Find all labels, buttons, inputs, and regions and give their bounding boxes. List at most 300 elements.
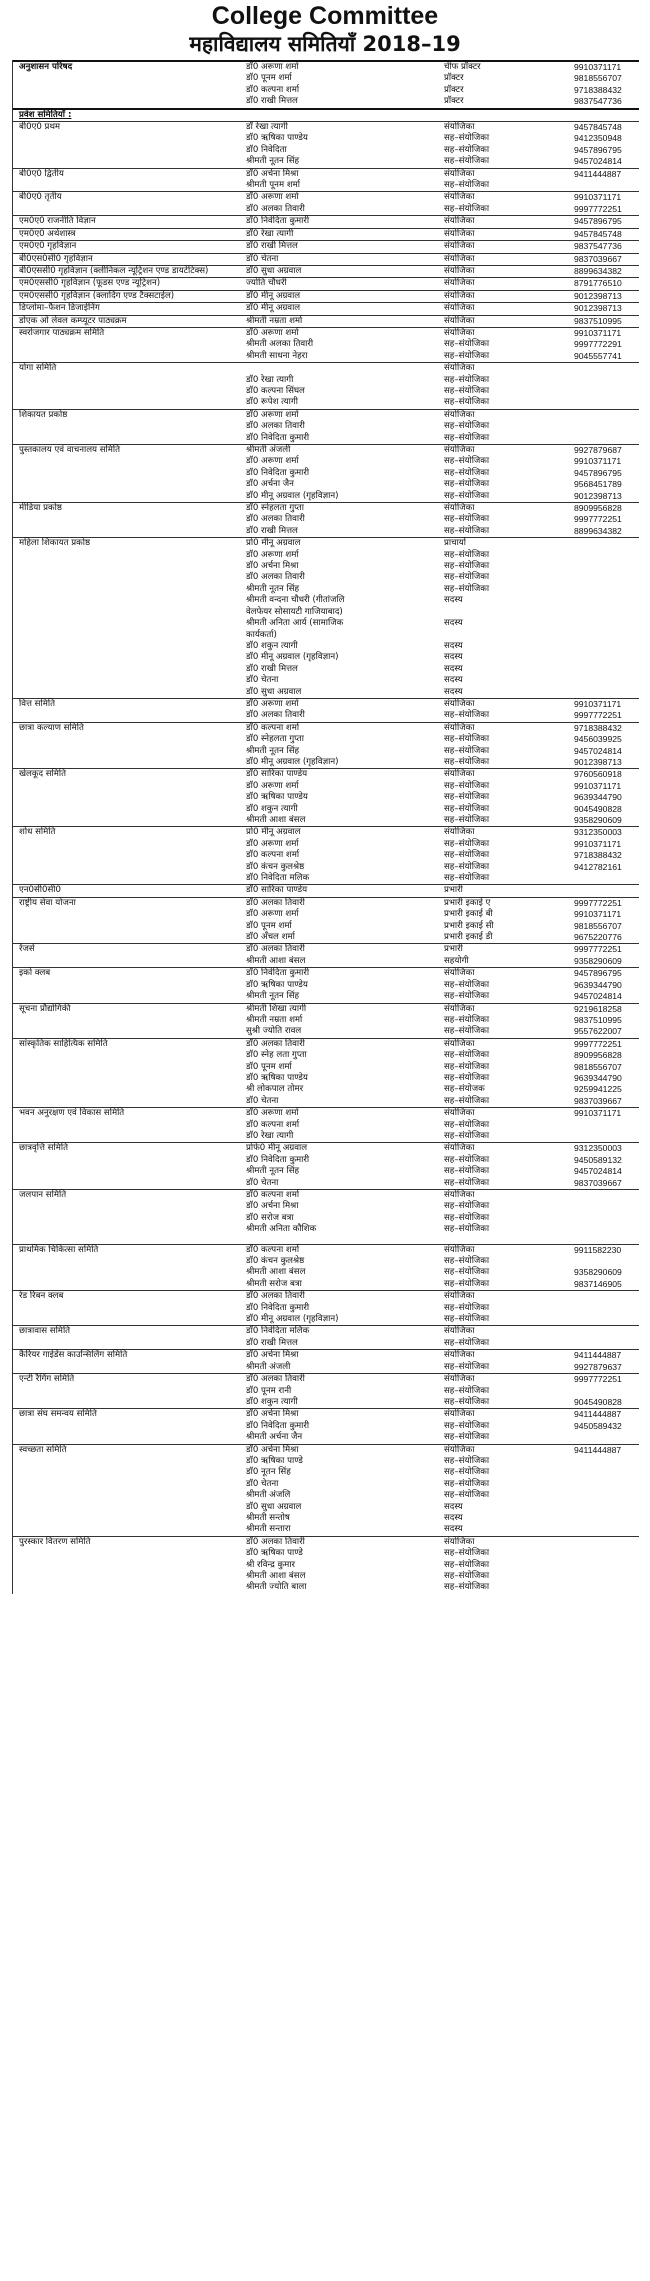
committee-name-blank [13,479,246,490]
committee-name-blank [13,386,246,397]
committee-row [13,1421,639,1432]
committee-name: जलपान समिति [19,1190,67,1200]
member-phone [574,561,638,572]
committee-row [13,584,639,595]
member-phone [574,687,638,698]
member-name: डॉ0 निवेदिता मलिक [246,1326,310,1337]
member-name: डॉ0 चेतना [246,1478,279,1489]
committee-row [13,1039,639,1050]
committee-name-blank [13,664,246,675]
committee-row [13,1548,639,1559]
committee-name-blank [13,1096,246,1107]
committee-name-blank [13,145,246,156]
member-name: डॉ0 अर्चना मिश्रा [246,1350,299,1361]
committee-row [13,1224,639,1235]
member-role: सह–संयोजिका [444,792,490,803]
member-phone [574,572,638,583]
member-name: डॉ0 राखी मित्तल [246,241,298,252]
committee-block [13,1536,639,1594]
member-role: सह–संयोजिका [444,1095,490,1106]
member-name: डॉ0 कल्पना शर्मा [246,1119,300,1130]
member-role: सह–संयोजिका [444,1455,490,1466]
committee-block [13,191,639,215]
member-role: सह–संयोजिका [444,456,490,467]
committee-row [13,1314,639,1325]
member-role: संयोजिका [444,1409,475,1420]
member-phone [574,538,638,549]
member-name: डॉ0 अर्चना मिश्रा [246,168,299,179]
member-name: डॉ0 मीनू अग्रवाल (गृहविज्ञान) [246,756,339,767]
member-name: डॉ0 ऋषिका पाण्डेय [246,133,308,144]
committee-name-blank [13,675,246,686]
member-phone: 9457024814 [574,156,622,167]
committee-name-blank [13,73,246,84]
committee-row [13,303,639,314]
committee-row [13,909,639,920]
member-role: सह–संयोजिका [444,525,490,536]
member-phone [574,1131,638,1142]
member-name: डॉ0 चेतना [246,1095,279,1106]
member-role: सदस्य [444,686,463,697]
member-name: श्रीमती नूतन सिंह [246,991,300,1002]
committee-block [13,1003,639,1038]
member-role: सह–संयोजिका [444,1267,490,1278]
member-phone: 9639344790 [574,979,622,990]
member-phone [574,1338,638,1349]
member-phone [574,1513,638,1524]
committee-block [13,240,639,252]
member-name: डॉ0 सुधा अग्रवाल [246,686,302,697]
member-role: सह–संयोजिका [444,1026,490,1037]
member-phone: 9456039925 [574,734,622,745]
committee-name: स्वच्छता समिति [19,1444,67,1455]
document-subtitle: महाविद्यालय समितियाँ 2018–19 [189,32,461,56]
member-phone [574,1291,638,1302]
member-role: सह–संयोजिका [444,1224,490,1235]
member-name: श्रीमती सन्तोष [246,1512,290,1523]
committee-row [13,1291,639,1302]
committee-row [13,73,639,84]
member-phone [574,675,638,686]
member-role: संयोजिका [444,216,475,227]
member-phone: 9718388432 [574,850,622,861]
member-name: डॉ0 रेखा त्यागी [246,228,294,239]
committee-row [13,1445,639,1456]
member-phone: 9718388432 [574,84,622,95]
member-name: श्रीमती नूतन सिंह [246,156,300,167]
committee-name-blank [13,1386,246,1397]
committee-block [13,1349,639,1373]
member-name: डॉ0 सरोज बत्रा [246,1212,294,1223]
member-name: डॉ0 निवेदिता कुमारी [246,1154,310,1165]
member-role: सह–संयोजिका [444,385,490,396]
member-name: डॉ0 सुधा अग्रवाल [246,265,302,276]
member-role: सह–संयोजिका [444,479,490,490]
committee-row [13,526,639,537]
member-role: सह–संयोजिका [444,1467,490,1478]
member-phone: 9012398713 [574,303,622,314]
member-name: श्रीमती नम्रता शर्मा [246,1014,303,1025]
committee-name-blank [13,815,246,826]
member-name: डॉ0 ऋषिका पाण्डे [246,1548,303,1559]
member-name: डॉ0 अर्चना मिश्रा [246,1444,299,1455]
committee-name-blank [13,607,246,618]
committee-row [13,241,639,252]
member-phone [574,1120,638,1131]
member-role: संयोजिका [444,503,475,514]
committee-name: एन्टी रैगिंग समिति [19,1374,75,1385]
member-name: डॉ0 स्नेहलता गुप्ता [246,734,304,745]
member-role: सह–संयोजिका [444,1396,490,1407]
committee-name: एम0एससी0 गृहविज्ञान (क्लादिंग एण्ड टैक्सटाईल) [19,290,175,301]
member-role: सह–संयोजिका [444,1314,490,1325]
committee-name: बी0ए0 तृतीय [19,192,62,203]
member-name: डॉ0 चेतना [246,253,279,264]
member-phone: 9910371171 [574,327,622,338]
member-role: संयोजिका [444,445,475,455]
committee-row [13,1386,639,1397]
committee-row [13,746,639,757]
member-role: सह–संयोजिका [444,815,490,825]
committee-name: बी0एस0सी0 गृहविज्ञान [19,253,93,264]
committee-name-blank [13,1050,246,1061]
committee-row [13,445,639,456]
member-name: श्रीमती आशा बंसल [246,815,306,825]
committee-block [13,108,639,121]
member-phone: 9910371171 [574,62,622,72]
member-role: सह–संयोजिका [444,1072,490,1083]
committee-name-blank [13,1213,246,1224]
committee-row [13,595,639,606]
member-name: श्रीमती सरोज बत्रा [246,1278,302,1289]
committee-name-blank [13,641,246,652]
member-name: श्रीमती आशा बंसल [246,1571,306,1581]
committee-row [13,1409,639,1420]
member-role: सदस्य [444,675,463,686]
member-role: सह–संयोजिका [444,1130,490,1141]
member-name: डॉ0 ऋषिका पाण्डेय [246,1072,308,1083]
member-phone: 9457845748 [574,228,622,239]
committee-block [13,228,639,240]
member-role: संयोजिका [444,968,475,979]
committee-row [13,266,639,277]
member-phone: 9457845748 [574,122,622,133]
committee-row [13,1432,639,1443]
member-phone: 9837510995 [574,1014,622,1025]
member-role: सह–संयोजिका [444,156,490,167]
committee-row [13,1326,639,1337]
committee-row [13,1178,639,1189]
member-role: सदस्य [444,640,463,651]
committee-name: पुस्तकालय एवं वाचनालय समिति [19,445,121,455]
committee-row [13,1096,639,1107]
member-role: सह–संयोजिका [444,1337,490,1348]
member-name: ज्योति चौधरी [246,278,287,289]
member-phone [574,1479,638,1490]
committee-row [13,1245,639,1256]
document-title: College Committee [211,2,439,30]
member-role: सह–संयोजिका [444,1119,490,1130]
member-phone [574,1256,638,1267]
member-phone [574,1467,638,1478]
member-name: श्रीमती नूतन सिंह [246,583,300,594]
member-role: संयोजिका [444,1444,475,1455]
committee-name: एम0ए0 अर्थशास्त्र [19,228,76,239]
member-phone: 9818556707 [574,1061,622,1072]
member-role: संयोजिका [444,769,475,780]
member-role: प्रभारी इकाई बी [444,909,493,920]
member-phone: 9012398713 [574,490,622,501]
member-role: सह–संयोजिका [444,850,490,861]
committee-row [13,652,639,663]
committee-row [13,1190,639,1201]
committee-row [13,885,639,896]
committee-row [13,62,639,73]
committee-row [13,1004,639,1015]
member-name: डॉ0 निवेदिता कुमारी [246,968,310,979]
member-role: सह–संयोजिका [444,572,490,583]
member-role: सह–संयोजिका [444,873,490,884]
committee-name: प्राथमिक चिकित्सा समिति [19,1244,99,1255]
committee-block [13,1244,639,1291]
committee-row [13,710,639,721]
member-name: श्रीमती अनिता आर्य (सामाजिक [246,618,344,629]
member-name: डॉ0 नूतन सिंह [246,1467,291,1478]
committee-name-blank [13,781,246,792]
member-role: संयोजिका [444,363,475,374]
committee-name-blank [13,421,246,432]
committee-row [13,968,639,979]
committee-row [13,1256,639,1267]
committee-name: शिकायत प्रकोष्ठ [19,409,68,420]
member-name: डॉ0 कल्पना शर्मा [246,850,300,861]
committee-block [13,1290,639,1325]
committee-block [13,537,639,698]
member-name: श्रीमती अंजली [246,445,291,455]
member-phone [574,630,638,641]
member-role: सह–संयोजिका [444,339,490,350]
member-role: प्रॉक्टर [444,96,464,107]
committee-name-blank [13,1362,246,1373]
member-role: संयोजिका [444,1108,475,1119]
committee-name: छात्रवृत्ति समिति [19,1143,68,1154]
member-name: डॉ0 ऋषिका पाण्डेय [246,792,308,803]
committee-block [13,1189,639,1236]
committee-row [13,944,639,955]
committee-row [13,757,639,768]
committee-name: स्वरोजगार पाठ्यक्रम समिति [19,327,105,338]
committee-name: छात्रावास समिति [19,1326,71,1337]
committee-name: अनुशासन परिषद [19,62,73,72]
member-phone [574,584,638,595]
member-phone: 9457896795 [574,968,622,979]
committee-block [13,121,639,168]
member-phone [574,1303,638,1314]
member-role: संयोजिका [444,315,475,326]
member-role: सह–संयोजिका [444,734,490,745]
member-role: सह–संयोजिका [444,1154,490,1165]
committee-name: खेलकूद समिति [19,769,67,780]
member-name: डॉ0 स्नेहलता गुप्ता [246,503,304,514]
member-phone: 9910371171 [574,698,622,709]
member-role: संयोजिका [444,168,475,179]
member-role: संयोजिका [444,241,475,252]
committee-row [13,110,639,121]
committee-row [13,1155,639,1166]
member-phone [574,421,638,432]
member-phone: 9358290609 [574,955,622,966]
member-name: डॉ0 मीनू अग्रवाल [246,303,301,314]
member-role: सह–संयोजिका [444,514,490,525]
member-role: सह–संयोजिका [444,1014,490,1025]
committee-name: महिला शिकायत प्रकोष्ठ [19,538,90,549]
committee-block [13,1408,639,1443]
committee-name-blank [13,618,246,629]
committee-row [13,278,639,289]
committee-name-blank [13,1073,246,1084]
member-phone: 9639344790 [574,1072,622,1083]
member-role: सदस्य [444,1512,463,1523]
committee-row [13,351,639,362]
committee-row [13,456,639,467]
member-name: डॉ0 अँचल शर्मा [246,932,295,943]
committee-row [13,1362,639,1373]
member-name: श्रीमती आशा बंसल [246,955,306,966]
member-name: श्रीमती अलका तिवारी [246,339,314,350]
member-name: डॉ0 राखी मित्तल [246,525,298,536]
committee-row [13,291,639,302]
member-role: संयोजिका [444,1143,475,1154]
committee-name-blank [13,1256,246,1267]
committee-row [13,375,639,386]
member-name: डॉ0 अलका तिवारी [246,710,305,721]
member-name: डॉ0 शकुन त्यागी [246,1396,298,1407]
member-name: डॉ0 शकुन त्यागी [246,803,298,814]
committee-name: रेड रिबन क्लब [19,1291,64,1302]
member-phone [574,1524,638,1535]
committee-row [13,1015,639,1026]
committee-name: डिप्लोमा–फैशन डिजाईनिंग [19,303,100,314]
committee-row [13,664,639,675]
member-role: प्रभारी इकाई सी [444,920,494,931]
committee-row [13,122,639,133]
committee-row [13,133,639,144]
member-name: श्रीमती वन्दना चौधरी (गीतांजलि [246,595,345,606]
committee-block [13,60,639,108]
committee-name-blank [13,710,246,721]
committee-row [13,216,639,227]
committee-block [13,265,639,277]
member-name: श्रीमती पूनम शर्मा [246,180,301,191]
member-name: श्रीमती अनिता कौशिक [246,1224,317,1235]
committee-name-blank [13,1224,246,1235]
member-name: श्रीमती नूतन सिंह [246,745,300,756]
committee-block [13,722,639,769]
member-phone: 9997772251 [574,944,622,955]
member-phone: 9997772251 [574,1374,622,1385]
committee-block [13,826,639,884]
member-role: संयोजिका [444,722,475,733]
member-role: सह–संयोजिका [444,1385,490,1396]
member-role: संयोजिका [444,1326,475,1337]
committee-name-blank [13,561,246,572]
member-name: डॉ रेखा त्यागी [246,122,288,133]
committee-block [13,502,639,537]
member-name: डॉ0 पूनम शर्मा [246,1061,292,1072]
member-name: डॉ0 कल्पना शर्मा [246,84,300,95]
committee-row [13,1303,639,1314]
member-role: सह–संयोजिका [444,467,490,478]
committee-name-blank [13,1155,246,1166]
committee-row [13,1560,639,1571]
member-phone [574,375,638,386]
member-role: सह–संयोजिका [444,374,490,385]
member-phone: 9910371171 [574,838,622,849]
committee-row [13,316,639,327]
member-role: प्रभारी इकाई ए [444,897,491,908]
committee-row [13,1397,639,1408]
member-name: डॉ0 निवेदिता कुमारी [246,432,310,443]
member-phone: 9927879637 [574,1361,622,1372]
committee-row [13,572,639,583]
committee-row [13,630,639,641]
member-phone: 9910371171 [574,780,622,791]
committee-block [13,884,639,896]
member-phone: 9412350948 [574,133,622,144]
member-role: सदस्य [444,595,463,606]
committee-name-blank [13,1548,246,1559]
committee-row [13,687,639,698]
committee-row [13,433,639,444]
member-name: डॉ0 निवेदिता कुमारी [246,467,310,478]
committee-name-blank [13,1166,246,1177]
committee-name-blank [13,921,246,932]
member-name: डॉ0 निवेदिता कुमारी [246,216,310,227]
member-phone: 9012398713 [574,290,622,301]
member-role: सह–संयोजिका [444,144,490,155]
member-role: सदस्य [444,1524,463,1535]
committee-block [13,768,639,826]
committee-block [13,315,639,327]
committee-name: बी0ए0 द्वितीय [19,168,64,179]
member-name: प्रो0 मीनू अग्रवाल [246,827,301,838]
member-phone [574,664,638,675]
member-name: डॉ0 कल्पना शर्मा [246,722,300,733]
committee-row [13,1513,639,1524]
committee-name-blank [13,584,246,595]
member-name: श्री रविन्द्र कुमार [246,1559,295,1570]
member-phone: 9910371171 [574,192,622,203]
member-phone [574,873,638,884]
committee-row [13,956,639,967]
committee-row [13,1084,639,1095]
committee-name: सूचना प्रौद्योगिकी [19,1003,71,1014]
member-role [444,607,574,618]
member-name: डॉ0 अलका तिवारी [246,897,305,908]
committee-row [13,769,639,780]
committee-row [13,1524,639,1535]
committee-name-blank [13,1338,246,1349]
committee-name-blank [13,1015,246,1026]
member-role: संयोजिका [444,1244,475,1255]
committee-block [13,409,639,444]
member-name: श्रीमती ज्योति बाला [246,1582,307,1593]
member-phone [574,363,638,374]
committee-name: डोएक ओ लेवल कम्प्यूटर पाठ्यक्रम [19,315,127,326]
member-name: डॉ0 अलका तिवारी [246,514,305,525]
member-role: प्रभारी इकाई डी [444,932,493,943]
committee-name-blank [13,491,246,502]
